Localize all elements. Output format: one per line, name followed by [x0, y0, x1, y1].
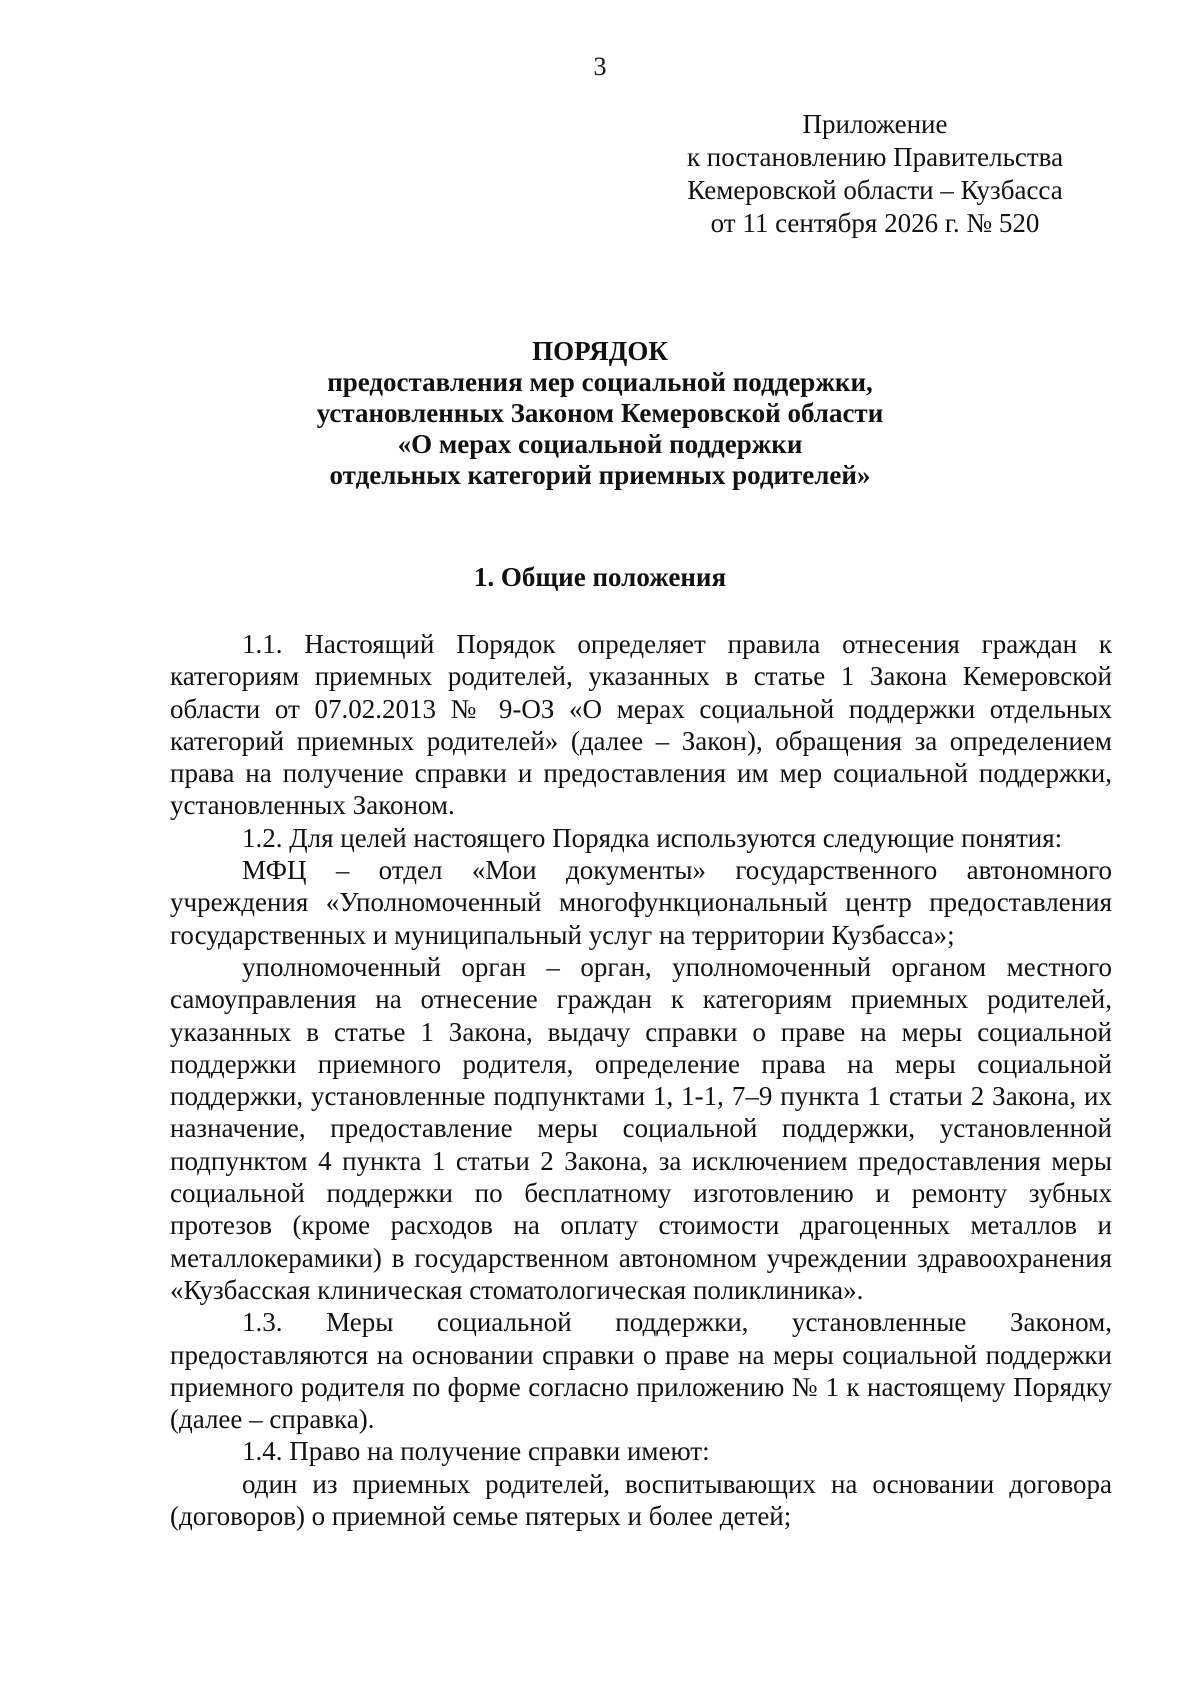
title-line: установленных Законом Кемеровской области [316, 398, 884, 428]
paragraph: МФЦ – отдел «Мои документы» государственного автономного учреждения «Уполномоченный многофункциональный центр предоставления государственных и муниципальный услуг на территории Кузбасса»; [170, 855, 1112, 950]
paragraph: 1.2. Для целей настоящего Порядка используются следующие понятия: [242, 822, 1063, 853]
appendix-line: Приложение [802, 109, 948, 139]
paragraph: уполномоченный орган – орган, уполномоченный органом местного самоуправления на отнесение граждан к категориям приемных родителей, указанных в статье 1 Закона, выдачу справки о праве на меры социальной поддержки приемного родителя, определение права на меры социальной поддержки, установленные подпунктами 1, 1-1, 7–9 пункта 1 статьи 2 Закона, их назначение, предоставление меры социальной поддержки, установленной подпунктом 4 пункта 1 статьи 2 Закона, за исключением предоставления меры социальной поддержки по бесплатному изготовлению и ремонту зубных протезов (кроме расходов на оплату стоимости драгоценных металлов и металлокерамики) в государственном автономном учреждении здравоохранения «Кузбасская клиническая стоматологическая поликлиника». [170, 951, 1112, 1305]
document-body [170, 628, 1112, 1532]
section-heading: 1. Общие положения [473, 562, 727, 592]
paragraph: 1.4. Право на получение справки имеют: [242, 1436, 710, 1467]
title-line: «О мерах социальной поддержки [397, 429, 803, 459]
title-line: ПОРЯДОК [532, 336, 668, 366]
document-title [140, 336, 1060, 491]
appendix-line: Кемеровской области – Кузбасса [687, 175, 1063, 205]
paragraph: 1.1. Настоящий Порядок определяет правила отнесения граждан к категориям приемных родителей, указанных в статье 1 Закона Кемеровской области от 07.02.2013 № 9-ОЗ «О мерах социальной поддержки отдельных категорий приемных родителей» (далее – Закон), обращения за определением права на получение справки и предоставления им мер социальной поддержки, установленных Законом. [170, 629, 1112, 821]
appendix-header [640, 108, 1110, 240]
appendix-line: от 11 сентября 2026 г. № 520 [710, 208, 1040, 238]
paragraph: 1.3. Меры социальной поддержки, установленные Законом, предоставляются на основании справки о праве на меры социальной поддержки приемного родителя по форме согласно приложению № 1 к настоящему Порядку (далее – справка). [170, 1307, 1112, 1435]
page-number: 3 [593, 52, 607, 81]
title-line: предоставления мер социальной поддержки, [327, 367, 873, 397]
title-line: отдельных категорий приемных родителей» [329, 460, 871, 490]
appendix-line: к постановлению Правительства [686, 142, 1064, 172]
paragraph: один из приемных родителей, воспитывающих на основании договора (договоров) о приемной семье пятерых и более детей; [170, 1468, 1112, 1532]
